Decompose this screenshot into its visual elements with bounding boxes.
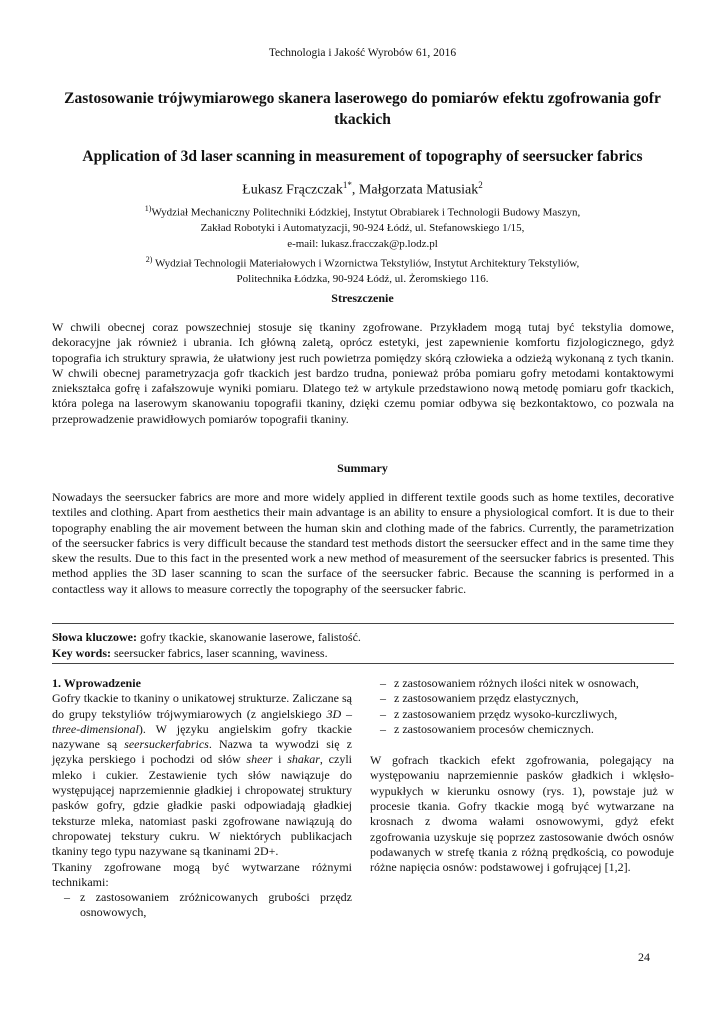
- affiliation-1-email: e-mail: lukasz.fracczak@p.lodz.pl: [287, 237, 438, 250]
- affiliation-1-mark: 1): [144, 204, 152, 213]
- list-item: – z zastosowaniem procesów chemicznych.: [370, 722, 674, 737]
- left-column: [52, 676, 352, 921]
- title-english: Application of 3d laser scanning in measurement of topography of seersucker fabrics: [82, 148, 643, 165]
- author-separator: ,: [351, 182, 359, 198]
- affiliation-2-line-2: Politechnika Łódzka, 90-924 Łódź, ul. Żeromskiego 116.: [236, 273, 489, 286]
- author-2: Małgorzata Matusiak: [358, 182, 479, 198]
- keywords-english-label: Key words:: [52, 646, 111, 660]
- title-polish: Zastosowanie trójwymiarowego skanera laserowego do pomiarów efektu zgofrowania gofr tkackich: [64, 90, 661, 128]
- running-head: Technologia i Jakość Wyrobów 61, 2016: [268, 47, 457, 59]
- keywords-block: [52, 629, 674, 661]
- author-1: Łukasz Frączczak: [242, 182, 343, 198]
- intro-paragraph-1: Gofry tkackie to tkaniny o unikatowej strukturze. Zaliczane są do grupy tekstyliów trójwymiarowych (z angielskiego 3D –three-dimensional). W języku angielskim gofry tkackie nazywane są seersuckerfabrics. Nazwa ta wywodzi się z języka perskiego i pochodzi od słów sheer i shakar, czyli mleko i cukier. Zestawienie tych słów nawiązuje do występującej naprzemiennie gładkiej i chropowatej struktury pasków gofry, gdzie gładkie paski odpowiadają gładkiej teksturze mleka, natomiast paski zgofrowane nawiązują do chropowatej tekstury cukru. W niektórych publikacjach tkaniny tego typu nazywane są tkaninami 2D+.: [52, 691, 352, 859]
- summary-heading: Summary: [337, 461, 388, 475]
- streszczenie-text: W chwili obecnej coraz powszechniej stosuje się tkaniny zgofrowane. Przykładem mogą tutaj być tekstylia domowe, dekoracyjne jak również i ubrania. Ich główną zaletą, oprócz estetyki, jest zapewnienie komfortu fizjologicznego, gdyż topografia ich struktury sprawia, że ułatwiony jest ruch powietrza pomiędzy skórą człowieka a odzieżą wykonaną z tych tkanin. W chwili obecnej parametryzacja gofr tkackich jest bardzo trudna, ponieważ próba pomiaru gofry metodami kontaktowymi zniekształca gofrę i zafałszowuje wyniki pomiaru. Dlatego też w artykule przedstawiono nową metodę pomiaru gofr tkackich, która polega na laserowym skanowaniu topografii tkaniny, dzięki czemu pomiar odbywa się bezkontaktowo, co pozwala na przeprowadzenie prawidłowych pomiarów topografii tkaniny.: [52, 320, 674, 426]
- affiliations: [40, 201, 685, 288]
- page-number: 24: [638, 950, 650, 964]
- author-2-affiliation-mark: 2: [478, 180, 483, 190]
- keywords-top-rule: [52, 623, 674, 624]
- affiliation-2-line-1: $^{2)}$ Wydział Technologii Materiałowych i Wzornictwa Tekstyliów, Instytut Architektury Tekstyliów,: [145, 255, 580, 270]
- keywords-polish: Słowa kluczowe: gofry tkackie, skanowanie laserowe, falistość.: [52, 630, 361, 644]
- intro-paragraph-3: W gofrach tkackich efekt zgofrowania, polegający na występowaniu naprzemiennie pasków gładkich i wklęsło-wypukłych w kierunku osnowy (rys. 1), powstaje już w procesie tkania. Gofry tkackie mogą być wytwarzane na krosnach z dwoma wałami osnowowymi, gdyż efekt zgofrowania uzyskuje się poprzez zastosowanie dwóch osnów podawanych w strefę tkania z różną prędkością, co powoduje różne napięcia osnów: podstawowej i gofrującej [1,2].: [370, 753, 674, 875]
- right-column: [370, 676, 674, 876]
- keywords-polish-label: Słowa kluczowe:: [52, 630, 137, 644]
- author-list: [0, 180, 725, 199]
- streszczenie-heading: Streszczenie: [331, 291, 394, 305]
- intro-paragraph-2: Tkaniny zgofrowane mogą być wytwarzane różnymi technikami:: [52, 859, 352, 889]
- techniques-list-continued: [370, 676, 674, 737]
- list-item: – z zastosowaniem przędz wysoko-kurczliwych,: [370, 707, 674, 722]
- list-item: – z zastosowaniem różnych ilości nitek w osnowach,: [370, 676, 674, 691]
- affiliation-1-line-2: Zakład Robotyki i Automatyzacji, 90-924 Łódź, ul. Stefanowskiego 1/15,: [200, 222, 525, 235]
- list-item: – z zastosowaniem przędz elastycznych,: [370, 691, 674, 706]
- keywords-english: Key words: seersucker fabrics, laser scanning, waviness.: [52, 646, 328, 660]
- paragraph-gap: [370, 737, 674, 753]
- list-item: – z zastosowaniem zróżnicowanych grubości przędz osnowowych,: [52, 890, 352, 921]
- affiliation-1-line-1: $^{1)}$Wydział Mechaniczny Politechniki Łódzkiej, Instytut Obrabiarek i Technologii Budowy Maszyn,: [144, 204, 581, 219]
- section-title-introduction: 1. Wprowadzenie: [52, 676, 141, 690]
- summary-text: Nowadays the seersucker fabrics are more and more widely applied in different textile goods such as home textiles, decorative textiles and clothing. Apart from aesthetics their main advantage is an ability to ensure a physiological comfort. It is due to their topography enabling the air movement between the human skin and clothing made of the fabrics. Currently, the parametrization of the seersucker fabrics is very difficult because the standard test methods distort the seersucker effect and in the same time they skew the results. Due to this fact in the presented work a new method of measurement of the seersucker fabrics is presented. This method applies the 3D laser scanning to scan the surface of the seersucker fabric. Because the scanning is performed in a contactless way it allows to measure correctly the topography of the seersucker fabric.: [52, 490, 674, 596]
- affiliation-2-mark: 2): [145, 255, 153, 265]
- techniques-list: [52, 890, 352, 921]
- keywords-bottom-rule: [52, 663, 674, 664]
- author-1-affiliation-mark: 1*: [342, 180, 352, 190]
